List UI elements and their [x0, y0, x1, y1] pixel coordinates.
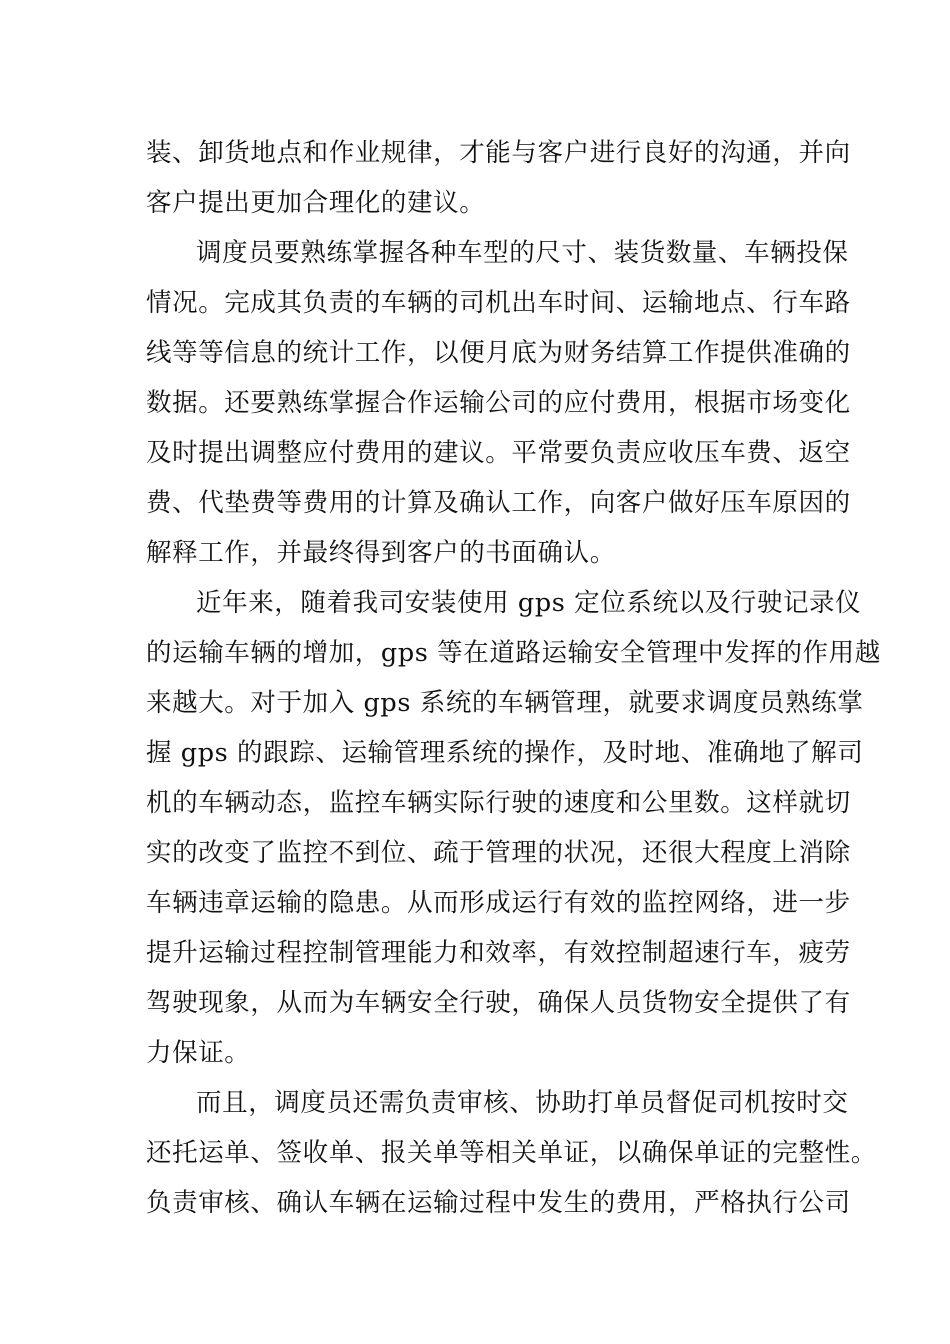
text-line: 情况。完成其负责的车辆的司机出车时间、运输地点、行车路 [146, 288, 851, 318]
text-line: 来越大。对于加入 gps 系统的车辆管理，就要求调度员熟练掌 [146, 688, 864, 718]
text-line: 的运输车辆的增加，gps 等在道路运输安全管理中发挥的作用越 [146, 638, 881, 668]
text-line: 车辆违章运输的隐患。从而形成运行有效的监控网络，进一步 [146, 888, 851, 918]
text-line: 近年来，随着我司安装使用 gps 定位系统以及行驶记录仪 [196, 588, 862, 618]
text-line: 实的改变了监控不到位、疏于管理的状况，还很大程度上消除 [146, 838, 851, 868]
text-line: 装、卸货地点和作业规律，才能与客户进行良好的沟通，并向 [146, 138, 851, 168]
text-line: 客户提出更加合理化的建议。 [146, 188, 486, 218]
text-line: 线等等信息的统计工作，以便月底为财务结算工作提供准确的 [146, 338, 851, 368]
text-line: 还托运单、签收单、报关单等相关单证，以确保单证的完整性。 [146, 1138, 877, 1168]
text-line: 提升运输过程控制管理能力和效率，有效控制超速行车，疲劳 [146, 938, 851, 968]
paragraph [146, 578, 881, 1078]
text-line: 机的车辆动态，监控车辆实际行驶的速度和公里数。这样就切 [146, 788, 851, 818]
text-line: 费、代垫费等费用的计算及确认工作，向客户做好压车原因的 [146, 488, 851, 518]
document-body [146, 128, 881, 1228]
text-line: 数据。还要熟练掌握合作运输公司的应付费用，根据市场变化 [146, 388, 851, 418]
text-line: 驾驶现象，从而为车辆安全行驶，确保人员货物安全提供了有 [146, 988, 851, 1018]
paragraph [146, 228, 851, 578]
text-line: 解释工作，并最终得到客户的书面确认。 [146, 538, 616, 568]
text-line: 调度员要熟练掌握各种车型的尺寸、装货数量、车辆投保 [196, 238, 849, 268]
paragraph [146, 128, 851, 228]
paragraph [146, 1078, 877, 1228]
text-line: 负责审核、确认车辆在运输过程中发生的费用，严格执行公司 [146, 1188, 851, 1218]
text-line: 而且，调度员还需负责审核、协助打单员督促司机按时交 [196, 1088, 849, 1118]
text-line: 握 gps 的跟踪、运输管理系统的操作，及时地、准确地了解司 [146, 738, 864, 768]
text-line: 力保证。 [146, 1038, 251, 1068]
text-line: 及时提出调整应付费用的建议。平常要负责应收压车费、返空 [146, 438, 851, 468]
